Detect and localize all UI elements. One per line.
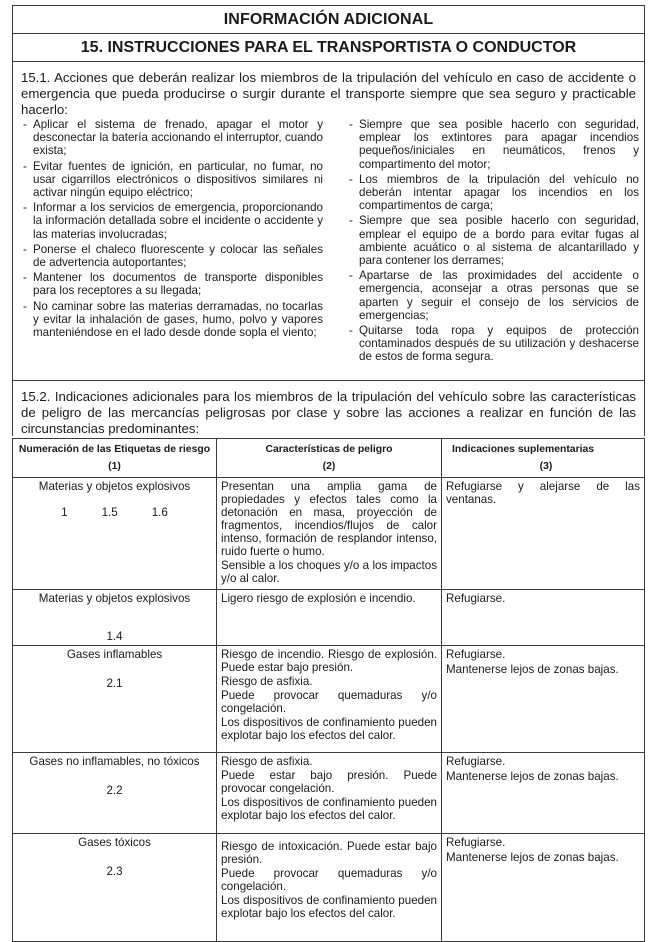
- hazard-table: [12, 438, 645, 942]
- list-item: - Ponerse el chaleco fluorescente y colocar las señales de advertencia autoportantes;: [23, 242, 323, 270]
- hazard-class-cell: [13, 646, 217, 753]
- instruction-column-left: [21, 118, 323, 366]
- section-15-1-intro: 15.1. Acciones que deberán realizar los miembros de la tripulación del vehículo en caso de accidente o emergencia que pueda producirse o surgir durante el transporte siempre que sea seguro y practicable hacerlo:: [21, 70, 636, 117]
- hazard-class-name: Materias y objetos explosivos: [38, 592, 191, 605]
- table-row: [13, 753, 645, 834]
- document-sheet: [12, 5, 645, 436]
- hazard-class-name: Gases no inflamables, no tóxicos: [29, 755, 200, 768]
- hazard-class-cell: [13, 753, 217, 834]
- hazard-characteristics-cell: Presentan una amplia gama de propiedades y efectos tales como la detonación en masa, proyección de fragmentos, incendios/flujos de calor intenso, formación de resplandor intenso, ruido fuerte o humo. Sensible a los choques y/o a los impactos y/o al calor.: [217, 478, 442, 590]
- table-row: [13, 646, 645, 753]
- list-item: - No caminar sobre las materias derramadas, no tocarlas y evitar la inhalación de gases, humo, polvo y vapores manteniéndose en el lado desde donde sopla el viento;: [23, 299, 323, 340]
- hazard-class-cell: [13, 834, 217, 942]
- hazard-label-number: 1.4: [106, 630, 123, 643]
- supplementary-actions-cell: Refugiarse.: [442, 590, 645, 646]
- list-item: - Apartarse de las proximidades del accidente o emergencia, aconsejar a otras personas que se aparten y seguir el consejo de los servicios de emergencias;: [349, 269, 639, 322]
- section-15-1: [13, 62, 644, 381]
- hazard-characteristics-cell: Riesgo de asfixia. Puede estar bajo presión. Puede provocar congelación. Los dispositivos de confinamiento pueden explotar bajo los efectos del calor.: [217, 753, 442, 834]
- list-item: - Quitarse toda ropa y equipos de protección contaminados después de su utilización y deshacerse de estos de forma segura.: [349, 324, 639, 364]
- section-heading: 15. INSTRUCCIONES PARA EL TRANSPORTISTA O CONDUCTOR: [13, 34, 644, 62]
- hazard-label-numbers: 1 1.5 1.6: [61, 506, 168, 519]
- table-row: [13, 478, 645, 590]
- table-row: [13, 834, 645, 942]
- document-title: INFORMACIÓN ADICIONAL: [13, 6, 644, 34]
- list-item: - Informar a los servicios de emergencia, proporcionando la información detallada sobre el incidente o accidente y las materias involucradas;: [23, 201, 323, 241]
- column-header-labels: Numeración de las Etiquetas de riesgo (1): [13, 439, 217, 478]
- supplementary-actions-cell: Refugiarse. Mantenerse lejos de zonas bajas.: [442, 753, 645, 834]
- list-item: - Siempre que sea posible hacerlo con seguridad, emplear los extintores para apagar incendios pequeños/iniciales en neumáticos, frenos y compartimento del motor;: [349, 118, 639, 171]
- hazard-label-number: 2.3: [106, 865, 123, 878]
- section-15-2: [13, 381, 644, 436]
- supplementary-actions-cell: Refugiarse. Mantenerse lejos de zonas bajas.: [442, 646, 645, 753]
- list-item: - Evitar fuentes de ignición, en particular, no fumar, no usar cigarrillos electrónicos o dispositivos similares ni activar ningún equipo eléctrico;: [23, 159, 323, 200]
- list-item: - Aplicar el sistema de frenado, apagar el motor y desconectar la batería accionando el interruptor, cuando exista;: [23, 118, 323, 158]
- hazard-class-name: Materias y objetos explosivos: [38, 480, 191, 493]
- instruction-columns: [21, 118, 639, 366]
- column-header-actions: Indicaciones suplementarias (3): [442, 439, 645, 478]
- supplementary-actions-cell: Refugiarse. Mantenerse lejos de zonas bajas.: [442, 834, 645, 942]
- list-item: - Los miembros de la tripulación del vehículo no deberán intentar apagar los incendios en los compartimentos de carga;: [349, 172, 639, 213]
- instruction-column-right: [343, 118, 639, 366]
- hazard-label-number: 2.1: [106, 677, 123, 690]
- supplementary-actions-cell: Refugiarse y alejarse de las ventanas.: [442, 478, 645, 590]
- hazard-class-cell: [13, 478, 217, 590]
- table-header-row: [13, 439, 645, 478]
- hazard-class-name: Gases inflamables: [66, 648, 163, 661]
- column-header-hazards: Características de peligro (2): [217, 439, 442, 478]
- hazard-class-name: Gases tóxicos: [78, 836, 151, 849]
- hazard-characteristics-cell: Riesgo de incendio. Riesgo de explosión. Puede estar bajo presión. Riesgo de asfixia. Puede provocar quemaduras y/o congelación. Los dispositivos de confinamiento pueden explotar bajo los efectos del calor.: [217, 646, 442, 753]
- hazard-label-number: 2.2: [106, 784, 123, 797]
- list-item: - Mantener los documentos de transporte disponibles para los receptores a su llegada;: [23, 271, 323, 298]
- section-15-2-intro: 15.2. Indicaciones adicionales para los miembros de la tripulación del vehículo sobre las características de peligro de las mercancías peligrosas por clase y sobre las acciones a realizar en función de las circunstancias predominantes:: [21, 389, 636, 436]
- hazard-characteristics-cell: Ligero riesgo de explosión e incendio.: [217, 590, 442, 646]
- table-row: [13, 590, 645, 646]
- hazard-characteristics-cell: Riesgo de intoxicación. Puede estar bajo presión. Puede provocar quemaduras y/o congelación. Los dispositivos de confinamiento pueden explotar bajo los efectos del calor.: [217, 834, 442, 942]
- hazard-class-cell: [13, 590, 217, 646]
- list-item: - Siempre que sea posible hacerlo con seguridad, emplear el equipo de a bordo para evitar fugas al ambiente acuático o al sistema de alcantarillado y para contener los derrames;: [349, 214, 639, 268]
